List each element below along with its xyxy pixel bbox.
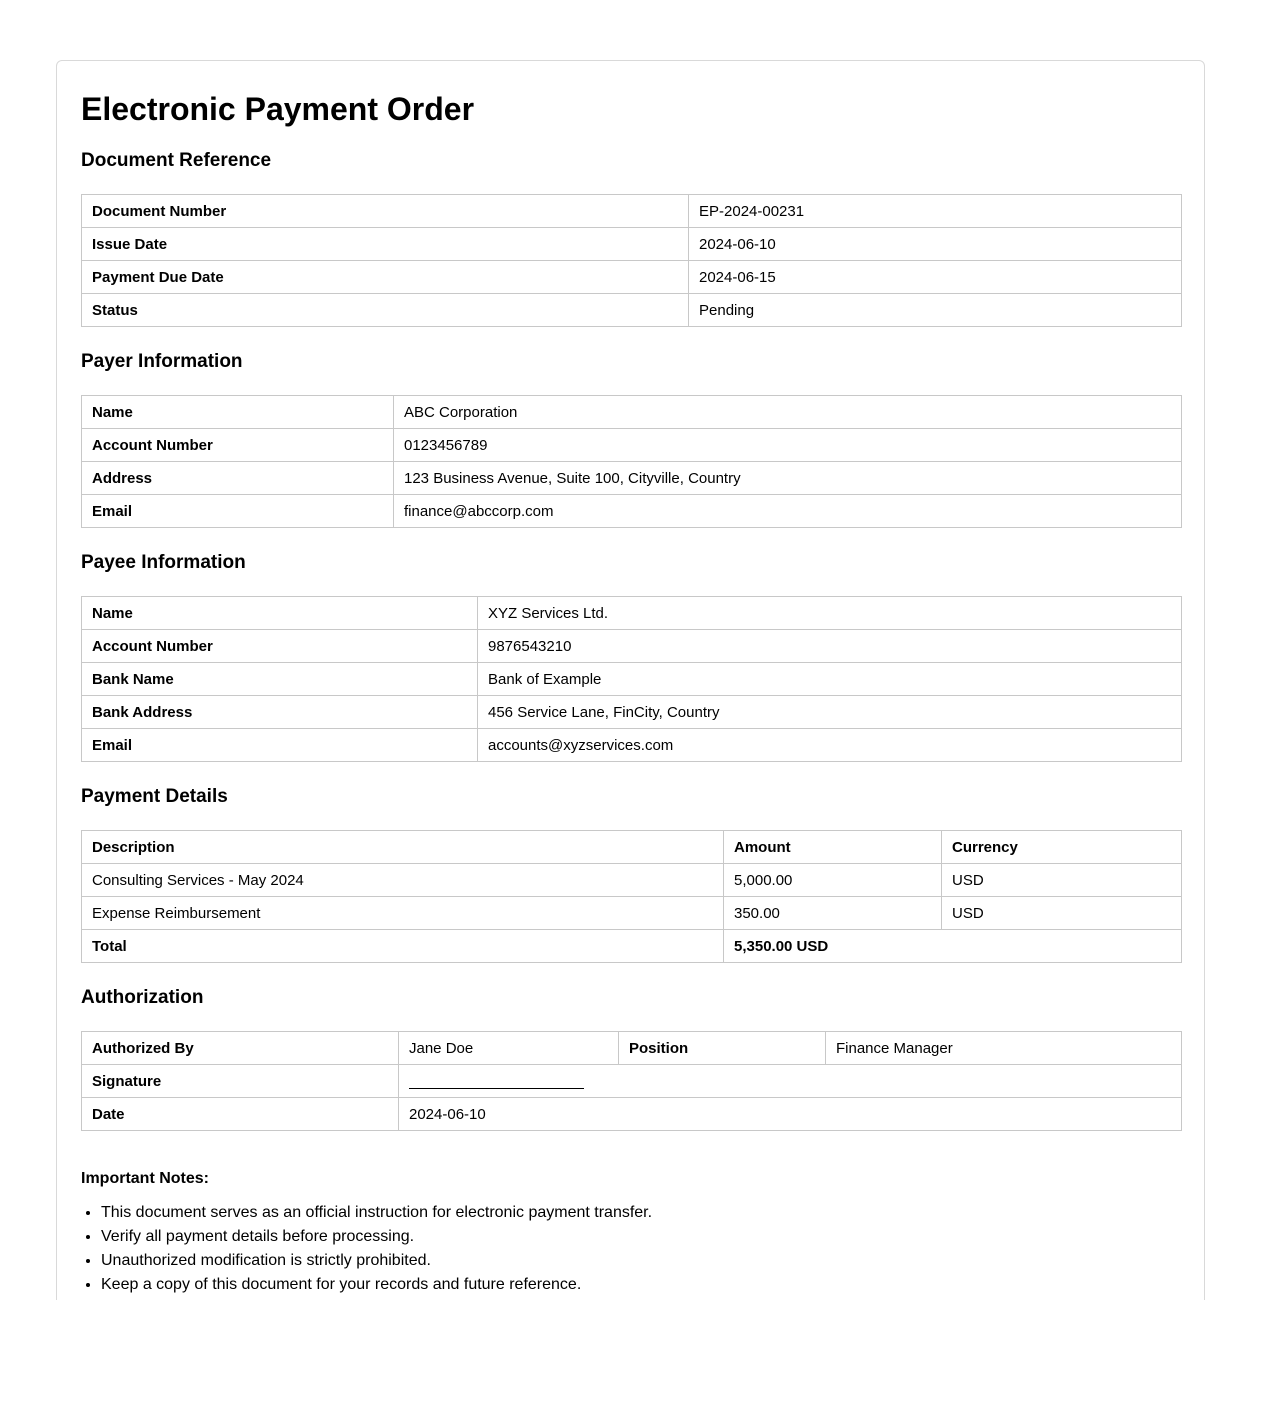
authorization-table [81,1031,1182,1131]
table-row [82,597,1182,630]
signature-cell [399,1065,1182,1098]
table-row [82,462,1182,495]
table-row [82,429,1182,462]
list-item: • This document serves as an official instruction for electronic payment transfer. [101,1201,1180,1225]
row-value: 2024-06-10 [689,228,1182,261]
table-row [82,897,1182,930]
row-label: Payment Due Date [82,261,689,294]
total-label: Total [82,930,724,963]
doc-ref-table [81,194,1182,327]
payer-heading: Payer Information [81,351,243,372]
table-row [82,195,1182,228]
row-label: Name [82,597,478,630]
item-amount: 350.00 [724,897,942,930]
table-row [82,495,1182,528]
table-row [82,1032,1182,1065]
row-value: Bank of Example [478,663,1182,696]
row-value: 123 Business Avenue, Suite 100, Cityville, Country [394,462,1182,495]
authorization-heading: Authorization [81,987,204,1008]
row-value: 456 Service Lane, FinCity, Country [478,696,1182,729]
authorized-by-value: Jane Doe [399,1032,619,1065]
row-label: Status [82,294,689,327]
payment-heading: Payment Details [81,786,228,807]
doc-ref-heading: Document Reference [81,150,272,171]
notes-list [81,1201,1180,1297]
position-value: Finance Manager [826,1032,1182,1065]
item-description: Consulting Services - May 2024 [82,864,724,897]
list-item: • Unauthorized modification is strictly prohibited. [101,1249,1180,1273]
payee-heading: Payee Information [81,552,246,573]
table-row [82,294,1182,327]
table-row [82,261,1182,294]
row-label: Issue Date [82,228,689,261]
row-label: Account Number [82,429,394,462]
row-label: Bank Address [82,696,478,729]
date-label: Date [82,1098,399,1131]
table-row [82,663,1182,696]
table-row [82,396,1182,429]
row-value: ABC Corporation [394,396,1182,429]
payee-table [81,596,1182,762]
table-row [82,696,1182,729]
table-row [82,1098,1182,1131]
page-title: Electronic Payment Order [81,91,475,127]
row-value: 0123456789 [394,429,1182,462]
row-label: Bank Name [82,663,478,696]
table-header-row [82,831,1182,864]
signature-label: Signature [82,1065,399,1098]
column-header-amount: Amount [724,831,942,864]
notes-heading: Important Notes: [81,1170,209,1187]
row-value: XYZ Services Ltd. [478,597,1182,630]
payment-table [81,830,1182,963]
item-amount: 5,000.00 [724,864,942,897]
total-row [82,930,1182,963]
authorized-by-label: Authorized By [82,1032,399,1065]
column-header-currency: Currency [942,831,1182,864]
position-label: Position [619,1032,826,1065]
document-card [56,60,1205,1300]
table-row [82,630,1182,663]
list-item: • Keep a copy of this document for your records and future reference. [101,1273,1180,1297]
total-value: 5,350.00 USD [724,930,1182,963]
row-label: Name [82,396,394,429]
table-row [82,864,1182,897]
item-currency: USD [942,864,1182,897]
row-value: finance@abccorp.com [394,495,1182,528]
table-row [82,228,1182,261]
table-row [82,729,1182,762]
row-label: Email [82,495,394,528]
list-item: • Verify all payment details before processing. [101,1225,1180,1249]
row-label: Account Number [82,630,478,663]
row-value: 9876543210 [478,630,1182,663]
column-header-description: Description [82,831,724,864]
item-description: Expense Reimbursement [82,897,724,930]
row-value: 2024-06-15 [689,261,1182,294]
row-label: Email [82,729,478,762]
signature-line [409,1074,584,1089]
date-value: 2024-06-10 [399,1098,1182,1131]
status-value: Pending [689,294,1182,327]
row-label: Address [82,462,394,495]
row-value: EP-2024-00231 [689,195,1182,228]
table-row [82,1065,1182,1098]
item-currency: USD [942,897,1182,930]
row-label: Document Number [82,195,689,228]
payer-table [81,395,1182,528]
row-value: accounts@xyzservices.com [478,729,1182,762]
